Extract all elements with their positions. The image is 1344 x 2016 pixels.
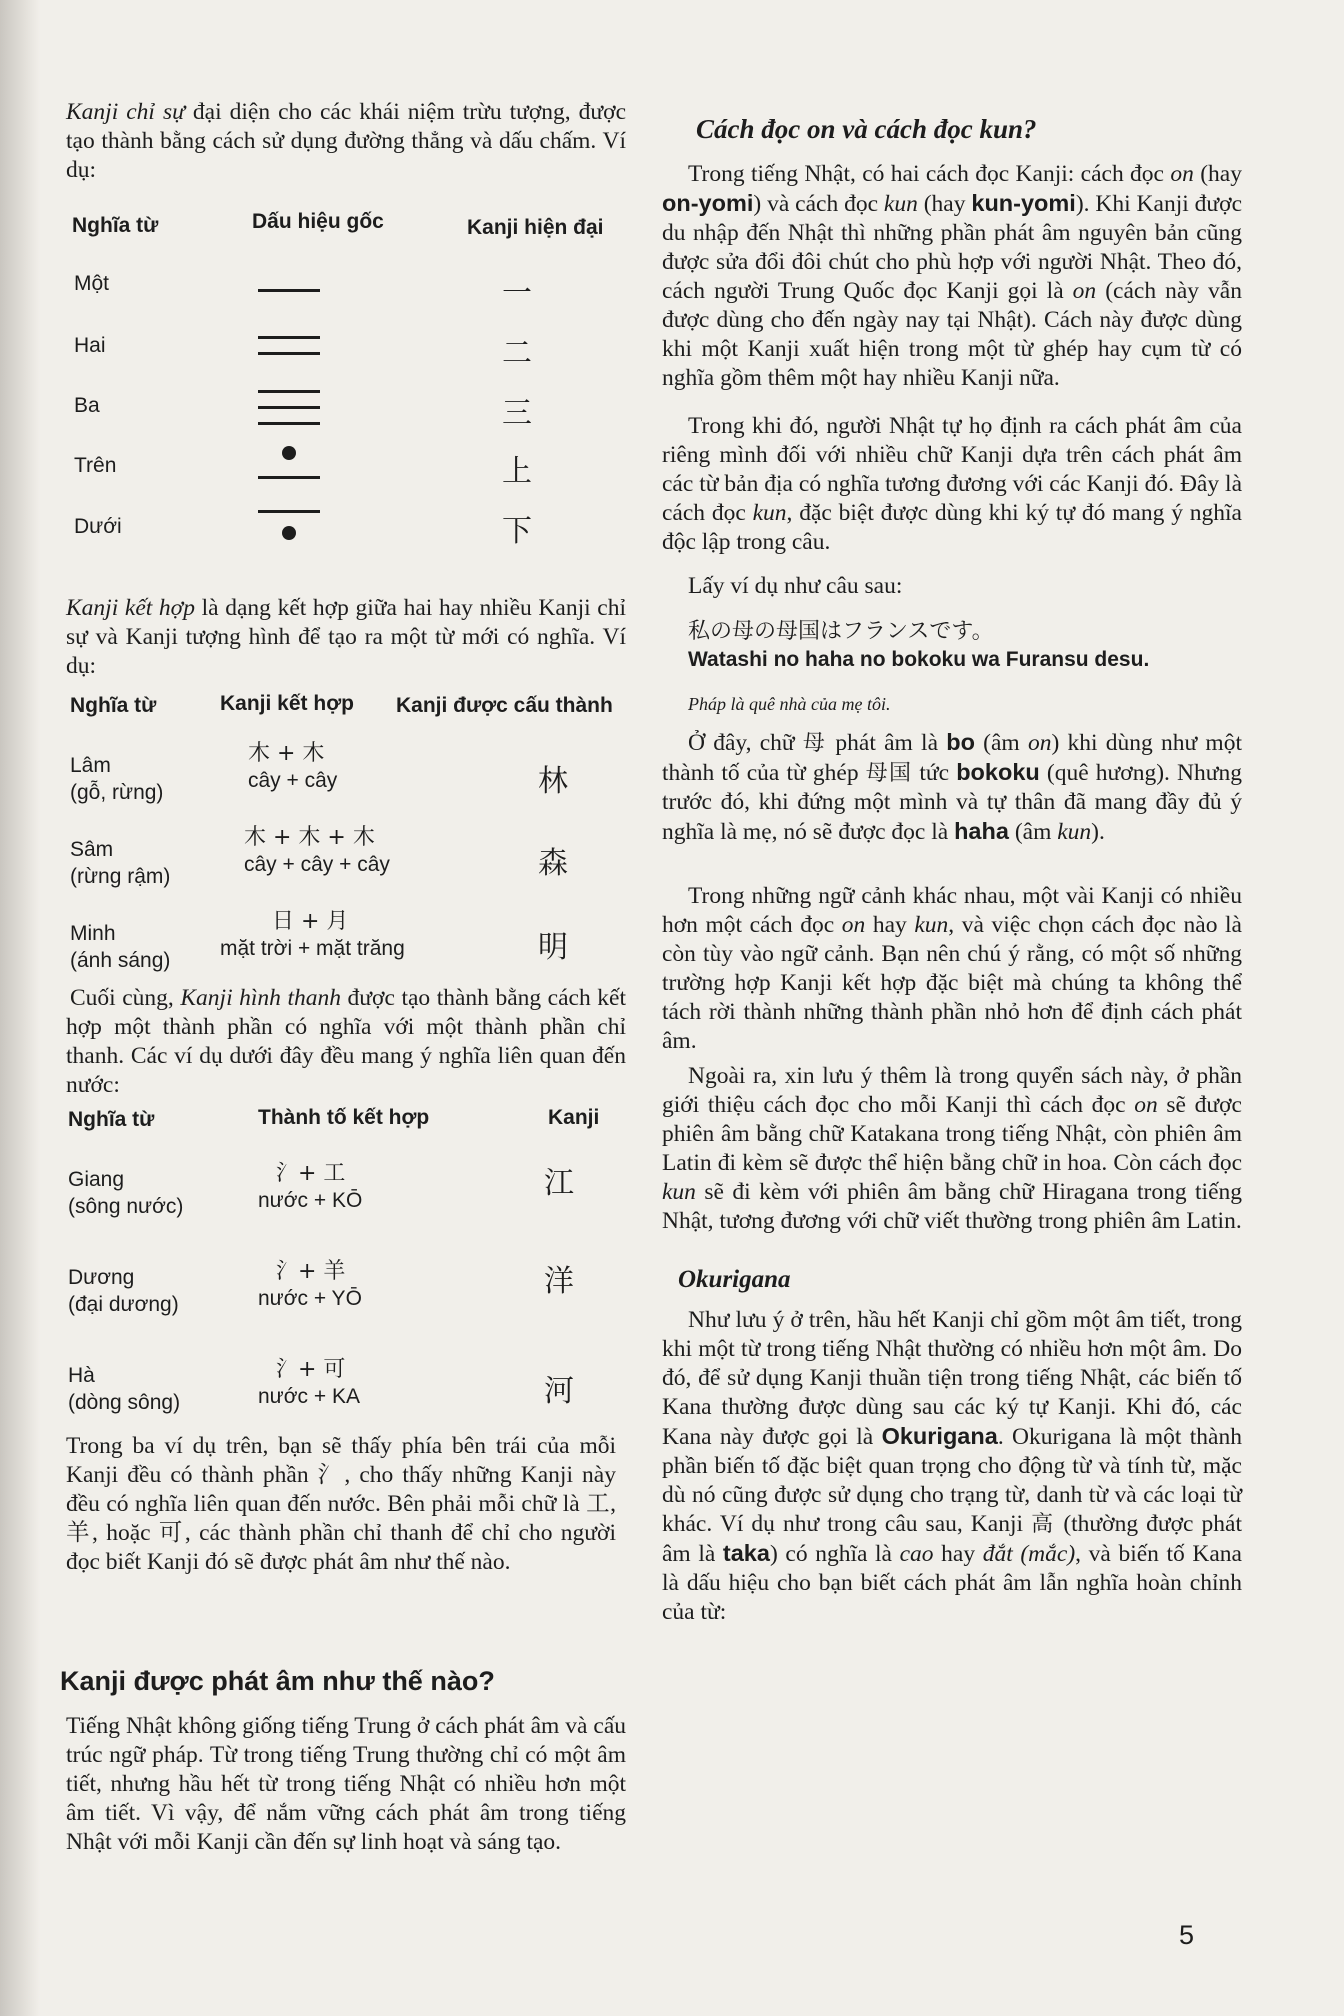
table2-combo-sam-gloss: cây + cây + cây	[244, 853, 390, 876]
table1-meaning-duoi: Dưới	[74, 515, 122, 538]
example-romaji: Watashi no haha no bokoku wa Furansu desu.	[688, 648, 1150, 671]
intro-hinh-thanh-text: được tạo thành bằng cách kết hợp một thành phần có nghĩa với một thành phần chỉ thanh. Các ví dụ dưới đây đều mang ý nghĩa liên quan đến nước:	[66, 985, 626, 1098]
page-number: 5	[1178, 1920, 1194, 1950]
intro-hinh-thanh	[66, 984, 626, 1100]
para-okurigana	[662, 1306, 1242, 1627]
p5-b: hay	[865, 912, 915, 938]
p7-d: ) có nghĩa là	[769, 1541, 900, 1567]
table3-meaning-duong-gloss: (đại dương)	[68, 1293, 179, 1316]
p1-e: ). Khi Kanji được du nhập đến Nhật thì những phần phát âm nguyên bản cũng được sửa đổi đôi chút cho phù hợp với người Nhật. Theo đó, cách người Trung Quốc đọc Kanji gọi là	[662, 191, 1242, 304]
table3-meaning-ha-name: Hà	[68, 1364, 95, 1387]
p6-on: on	[1134, 1092, 1158, 1118]
p1-d: (hay	[917, 191, 972, 217]
p4-b: phát âm là	[827, 730, 947, 756]
p1-on: on	[1170, 161, 1194, 187]
p4-haha: haha	[954, 818, 1009, 844]
intro-chi-su	[66, 98, 626, 185]
p7-b: . Okurigana là một thành phần biến tố đặc biệt quan trọng cho động từ và tính từ, mặc dù nó cũng được sử dụng cho trạng từ, danh từ và các loại từ khác. Ví dụ như trong câu sau, Kanji	[662, 1424, 1242, 1537]
table3-kanji-ha: 河	[544, 1374, 574, 1409]
table3-meaning-duong-name: Dương	[68, 1266, 135, 1289]
example-japanese-sentence: 私の母の母国はフランスです。	[688, 619, 994, 644]
table2-header-combo: Kanji kết hợp	[220, 692, 354, 715]
table2-combo-minh-kanji: 日 + 月	[272, 909, 349, 934]
intro-chi-su-text: đại diện cho các khái niệm trừu tượng, được tạo thành bằng cách sử dụng đường thẳng và dấu chấm. Ví dụ:	[66, 99, 626, 183]
p7-taka: taka	[722, 1540, 770, 1566]
p7-okurigana: Okurigana	[881, 1423, 998, 1449]
para-context	[662, 882, 1242, 1056]
table-chi-su	[72, 210, 632, 550]
table3-combo-giang	[258, 1160, 362, 1214]
table2-combo-lam-kanji: 木 + 木	[248, 741, 325, 766]
table3-header-combo: Thành tố kết hợp	[258, 1106, 430, 1129]
p6-c: sẽ đi kèm với phiên âm bằng chữ Hiragana trong tiếng Nhật, tương đương với chữ viết thường trong phiên âm Latin.	[662, 1179, 1242, 1234]
page-binding-shadow	[0, 0, 40, 2016]
p4-c: (âm	[974, 730, 1028, 756]
heading-okurigana: Okurigana	[678, 1266, 791, 1293]
table2-header-meaning: Nghĩa từ	[70, 694, 157, 717]
table3-meaning-giang	[68, 1166, 183, 1220]
table2-combo-sam-kanji: 木 + 木 + 木	[244, 825, 375, 850]
p5-a: Trong những ngữ cảnh khác nhau, một vài Kanji có nhiều hơn một cách đọc	[662, 883, 1242, 938]
example-translation: Pháp là quê nhà của mẹ tôi.	[688, 694, 891, 714]
table2-header-result: Kanji được cấu thành	[396, 694, 613, 717]
para-book-notes	[662, 1062, 1242, 1236]
table2-meaning-lam-gloss: (gỗ, rừng)	[70, 781, 164, 804]
p7-f: , và biến tố Kana là dấu hiệu cho bạn biết cách phát âm lẫn nghĩa hoàn chỉnh của từ:	[662, 1541, 1242, 1625]
p1-kun: kun	[883, 191, 918, 217]
table2-meaning-sam-gloss: (rừng rậm)	[70, 865, 171, 888]
table3-combo-duong	[258, 1258, 362, 1312]
p4-kun: kun	[1057, 819, 1092, 845]
p1-a: Trong tiếng Nhật, có hai cách đọc Kanji: cách đọc	[688, 161, 1171, 187]
table3-kanji-giang: 江	[544, 1166, 574, 1201]
table1-meaning-mot: Một	[74, 272, 110, 295]
table3-meaning-giang-name: Giang	[68, 1168, 125, 1191]
table3-combo-giang-gloss: nước + KŌ	[258, 1189, 363, 1212]
p1-on-yomi: on-yomi	[662, 190, 754, 216]
table2-kanji-sam: 森	[538, 846, 568, 881]
table1-kanji-duoi: 下	[502, 514, 532, 549]
table2-kanji-minh: 明	[538, 930, 568, 965]
p4-g: (âm	[1008, 819, 1058, 845]
sign-tren	[258, 446, 320, 486]
table2-meaning-sam	[70, 836, 170, 890]
table1-header-meaning: Nghĩa từ	[72, 214, 159, 237]
term-kanji-chi-su: Kanji chỉ sự	[66, 99, 185, 125]
p6-b: sẽ được phiên âm bằng chữ Katakana trong tiếng Nhật, còn phiên âm Latin đi kèm sẽ được thể hiện bằng chữ in hoa. Còn cách đọc	[662, 1092, 1242, 1176]
p7-cao: cao	[899, 1541, 934, 1567]
p2-a: Trong khi đó, người Nhật tự họ định ra cách phát âm của riêng mình đối với nhiều chữ Kanji dựa trên cách phát âm các từ bản địa có nghĩa tương đương với các Kanji đó. Đây là cách đọc	[662, 413, 1242, 526]
table1-meaning-ba: Ba	[74, 394, 100, 417]
table3-combo-duong-gloss: nước + YŌ	[258, 1287, 362, 1310]
table2-meaning-minh	[70, 920, 170, 974]
table3-combo-ha	[258, 1356, 360, 1410]
table1-meaning-hai: Hai	[74, 334, 106, 357]
p4-bokoku: bokoku	[956, 759, 1040, 785]
p4-kanji-bokoku: 母国	[865, 761, 913, 786]
para-on-kun-intro	[662, 160, 1242, 393]
para-bo-haha	[662, 728, 1242, 847]
p6-a: Ngoài ra, xin lưu ý thêm là trong quyển sách này, ở phần giới thiệu cách đọc cho mỗi Kanji thì cách đọc	[662, 1063, 1242, 1118]
intro-ket-hop-text: là dạng kết hợp giữa hai hay nhiều Kanji chỉ sự và Kanji tượng hình để tạo ra một từ mới có nghĩa. Ví dụ:	[66, 595, 626, 679]
table2-meaning-sam-name: Sâm	[70, 838, 114, 861]
table3-header-kanji: Kanji	[548, 1106, 600, 1129]
table1-kanji-ba: 三	[502, 396, 532, 431]
sign-ba	[258, 386, 320, 430]
table-hinh-thanh	[68, 1104, 628, 1424]
p4-on: on	[1027, 730, 1052, 756]
p1-c: ) và cách đọc	[753, 191, 884, 217]
table3-meaning-giang-gloss: (sông nước)	[68, 1195, 184, 1218]
term-kanji-ket-hop: Kanji kết hợp	[66, 595, 195, 621]
p7-dat: đắt (mắc)	[982, 1541, 1076, 1567]
sign-mot	[258, 286, 320, 296]
table1-kanji-tren: 上	[502, 454, 532, 489]
table2-meaning-lam-name: Lâm	[70, 754, 111, 777]
heading-on-kun: Cách đọc on và cách đọc kun?	[696, 114, 1037, 144]
sign-duoi	[258, 506, 320, 546]
p4-bo: bo	[946, 729, 975, 755]
table2-combo-lam	[248, 740, 337, 794]
table3-combo-duong-kanji: 氵+ 羊	[276, 1259, 346, 1284]
table2-combo-sam	[244, 824, 390, 878]
table-ket-hop	[70, 690, 630, 990]
table3-header-meaning: Nghĩa từ	[68, 1108, 155, 1131]
p4-h: ).	[1091, 819, 1105, 845]
p4-a: Ở đây, chữ	[688, 730, 803, 756]
p2-b: , đặc biệt được dùng khi ký tự đó mang ý nghĩa độc lập trong câu.	[662, 500, 1242, 555]
p4-kanji-mother: 母	[802, 731, 828, 756]
para-pronounce: Tiếng Nhật không giống tiếng Trung ở cách phát âm và cấu trúc ngữ pháp. Từ trong tiếng Trung thường chỉ có một âm tiết, nhưng hầu hết từ trong tiếng Nhật có nhiều hơn một âm tiết. Vì vậy, để nắm vững cách phát âm trong tiếng Nhật với mỗi Kanji cần đến sự linh hoạt và sáng tạo.	[66, 1713, 626, 1855]
table3-combo-giang-kanji: 氵+ 工	[276, 1161, 346, 1186]
table3-kanji-duong: 洋	[544, 1264, 574, 1299]
table3-meaning-duong	[68, 1264, 179, 1318]
para-example-intro: Lấy ví dụ như câu sau:	[688, 573, 903, 599]
p5-on: on	[841, 912, 866, 938]
table2-meaning-lam	[70, 752, 163, 806]
table3-meaning-ha	[68, 1362, 180, 1416]
table2-meaning-minh-name: Minh	[70, 922, 116, 945]
table1-kanji-hai: 二	[502, 336, 532, 371]
p7-kanji-taka: 高	[1031, 1512, 1056, 1537]
table3-combo-ha-gloss: nước + KA	[258, 1385, 360, 1408]
table2-combo-minh	[220, 908, 405, 962]
para-kun-native	[662, 412, 1242, 557]
table1-kanji-mot: 一	[502, 276, 532, 311]
intro-hinh-thanh-before: Cuối cùng,	[70, 985, 181, 1011]
table1-header-sign: Dấu hiệu gốc	[252, 210, 384, 233]
p6-kun: kun	[662, 1179, 696, 1205]
p4-f: (quê hương). Nhưng trước đó, khi đứng một mình và tự thân đã mang đầy đủ ý nghĩa là mẹ, nó sẽ được đọc là	[662, 760, 1242, 845]
heading-kanji-pronounce: Kanji được phát âm như thế nào?	[60, 1666, 495, 1696]
para-three-examples: Trong ba ví dụ trên, bạn sẽ thấy phía bên trái của mỗi Kanji đều có thành phần 氵, cho thấy những Kanji này đều có nghĩa liên quan đến nước. Bên phải mỗi chữ là 工, 羊, hoặc 可, các thành phần chỉ thanh để chỉ cho người đọc biết Kanji đó sẽ được phát âm như thế nào.	[66, 1433, 616, 1575]
p7-c: (thường được phát âm là	[662, 1511, 1242, 1567]
p1-b: (hay	[1193, 161, 1242, 187]
term-kanji-hinh-thanh: Kanji hình thanh	[180, 985, 341, 1011]
table1-meaning-tren: Trên	[74, 454, 117, 477]
table1-header-modern: Kanji hiện đại	[467, 216, 604, 239]
p1-on2: on	[1072, 278, 1097, 304]
p7-a: Như lưu ý ở trên, hầu hết Kanji chỉ gồm một âm tiết, trong khi một từ trong tiếng Nhật thường có nhiều hơn một âm. Do đó, để sử dụng Kanji thuần tiện trong tiếng Nhật, các biến tố Kana thường được dùng sau các ký tự Kanji. Khi đó, các Kana này được gọi là	[662, 1307, 1242, 1450]
table3-meaning-ha-gloss: (dòng sông)	[68, 1391, 181, 1414]
p2-kun: kun	[752, 500, 787, 526]
p7-e: hay	[933, 1541, 983, 1567]
table3-combo-ha-kanji: 氵+ 可	[276, 1357, 346, 1382]
table2-combo-minh-gloss: mặt trời + mặt trăng	[220, 937, 405, 960]
table2-meaning-minh-gloss: (ánh sáng)	[70, 949, 171, 972]
intro-ket-hop	[66, 594, 626, 681]
p5-c: , và việc chọn cách đọc nào là còn tùy vào ngữ cảnh. Bạn nên chú ý rằng, có một số những trường hợp Kanji kết hợp đặc biệt mà chúng ta không thể tách rời thành những thành phần nhỏ hơn để định cách phát âm.	[662, 912, 1242, 1054]
p1-kun-yomi: kun-yomi	[971, 190, 1076, 216]
p5-kun: kun	[914, 912, 949, 938]
p4-e: tức	[912, 760, 957, 786]
p4-d: ) khi dùng như một thành tố của từ ghép	[662, 730, 1242, 786]
table2-kanji-lam: 林	[538, 764, 568, 799]
sign-hai	[258, 330, 320, 360]
table2-combo-lam-gloss: cây + cây	[248, 769, 338, 792]
p1-f: (cách này vẫn được dùng cho đến ngày nay tại Nhật). Cách này được dùng khi một Kanji xuất hiện trong một từ ghép hay cụm từ có nghĩa gồm thêm một hay nhiều Kanji nữa.	[662, 278, 1242, 391]
